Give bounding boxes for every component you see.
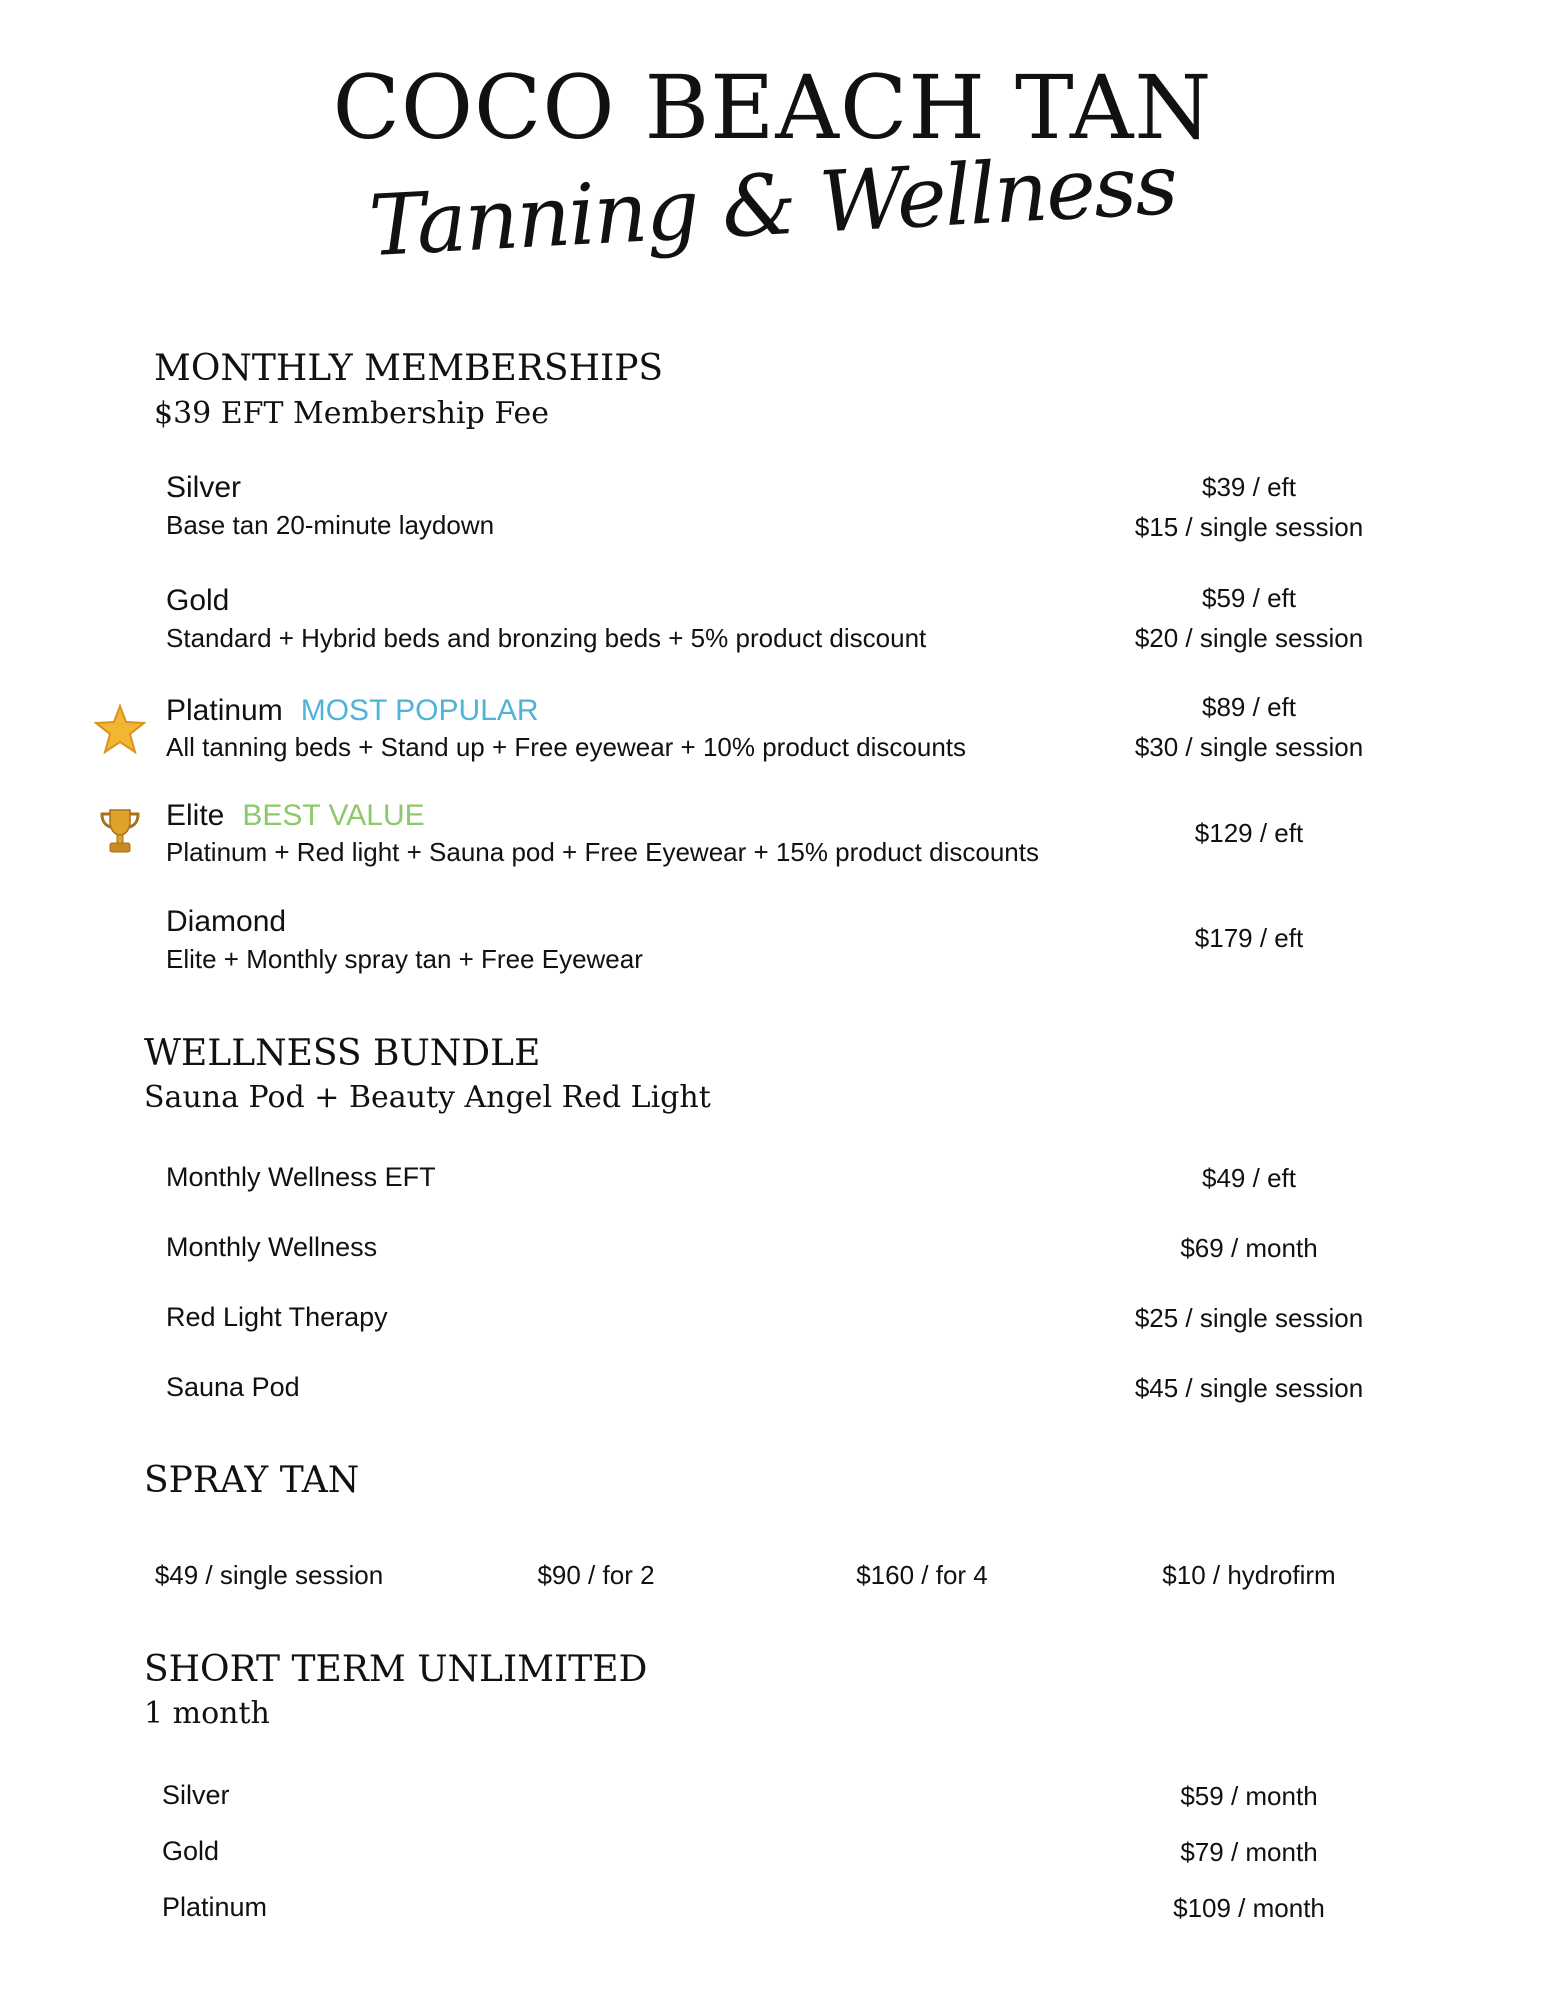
membership-gold-desc: Standard + Hybrid beds and bronzing beds + 5% product discount xyxy=(166,623,927,653)
membership-platinum-eft-price: $89 / eft xyxy=(1202,692,1296,722)
membership-gold-name: Gold xyxy=(166,584,230,617)
wellness-eft-name: Monthly Wellness EFT xyxy=(166,1162,436,1192)
membership-silver-session-price: $15 / single session xyxy=(1134,512,1364,542)
spray-tan-single-price: $49 / single session xyxy=(154,1560,384,1590)
spray-tan-hydrofirm-price: $10 / hydrofirm xyxy=(1162,1560,1336,1590)
wellness-subtitle: Sauna Pod + Beauty Angel Red Light xyxy=(144,1080,711,1115)
wellness-sauna-price: $45 / single session xyxy=(1134,1373,1364,1403)
membership-silver-desc: Base tan 20-minute laydown xyxy=(166,510,495,540)
wellness-eft-price: $49 / eft xyxy=(1202,1163,1296,1193)
business-title: COCO BEACH TAN xyxy=(332,56,1213,159)
most-popular-badge: MOST POPULAR xyxy=(300,694,539,727)
wellness-monthly-price: $69 / month xyxy=(1180,1233,1318,1263)
short-term-duration: 1 month xyxy=(144,1696,270,1731)
short-term-platinum-price: $109 / month xyxy=(1173,1893,1325,1923)
membership-platinum-name-row xyxy=(166,692,539,730)
short-term-heading: SHORT TERM UNLIMITED xyxy=(144,1649,648,1690)
memberships-heading: MONTHLY MEMBERSHIPS xyxy=(154,348,664,389)
best-value-badge: BEST VALUE xyxy=(242,799,425,832)
spray-tan-four-price: $160 / for 4 xyxy=(856,1560,988,1590)
short-term-silver-price: $59 / month xyxy=(1180,1781,1318,1811)
wellness-redlight-price: $25 / single session xyxy=(1134,1303,1364,1333)
short-term-gold-price: $79 / month xyxy=(1180,1837,1318,1867)
short-term-platinum-name: Platinum xyxy=(162,1892,268,1922)
spray-tan-two-price: $90 / for 2 xyxy=(537,1560,655,1590)
membership-diamond-name: Diamond xyxy=(166,905,287,938)
membership-silver-name: Silver xyxy=(166,471,242,504)
membership-diamond-eft-price: $179 / eft xyxy=(1194,923,1304,953)
membership-diamond-desc: Elite + Monthly spray tan + Free Eyewear xyxy=(166,944,643,974)
membership-elite-eft-price: $129 / eft xyxy=(1194,818,1304,848)
spray-tan-heading: SPRAY TAN xyxy=(144,1460,360,1501)
membership-platinum-desc: All tanning beds + Stand up + Free eyewear + 10% product discounts xyxy=(166,732,967,762)
short-term-gold-name: Gold xyxy=(162,1836,220,1866)
membership-elite-name-row xyxy=(166,797,425,835)
membership-platinum-session-price: $30 / single session xyxy=(1134,732,1364,762)
membership-elite-desc: Platinum + Red light + Sauna pod + Free Eyewear + 15% product discounts xyxy=(166,837,1039,867)
membership-platinum-name: Platinum xyxy=(166,694,283,727)
star-icon xyxy=(94,704,146,754)
wellness-sauna-name: Sauna Pod xyxy=(166,1372,300,1402)
membership-gold-eft-price: $59 / eft xyxy=(1202,583,1296,613)
wellness-monthly-name: Monthly Wellness xyxy=(166,1232,378,1262)
memberships-fee: $39 EFT Membership Fee xyxy=(154,396,550,431)
wellness-redlight-name: Red Light Therapy xyxy=(166,1302,388,1332)
membership-gold-session-price: $20 / single session xyxy=(1134,623,1364,653)
short-term-silver-name: Silver xyxy=(162,1780,230,1810)
trophy-icon xyxy=(98,806,142,856)
wellness-heading: WELLNESS BUNDLE xyxy=(144,1033,541,1074)
membership-silver-eft-price: $39 / eft xyxy=(1202,472,1296,502)
membership-elite-name: Elite xyxy=(166,799,225,832)
business-subtitle: Tanning & Wellness xyxy=(366,134,1179,276)
